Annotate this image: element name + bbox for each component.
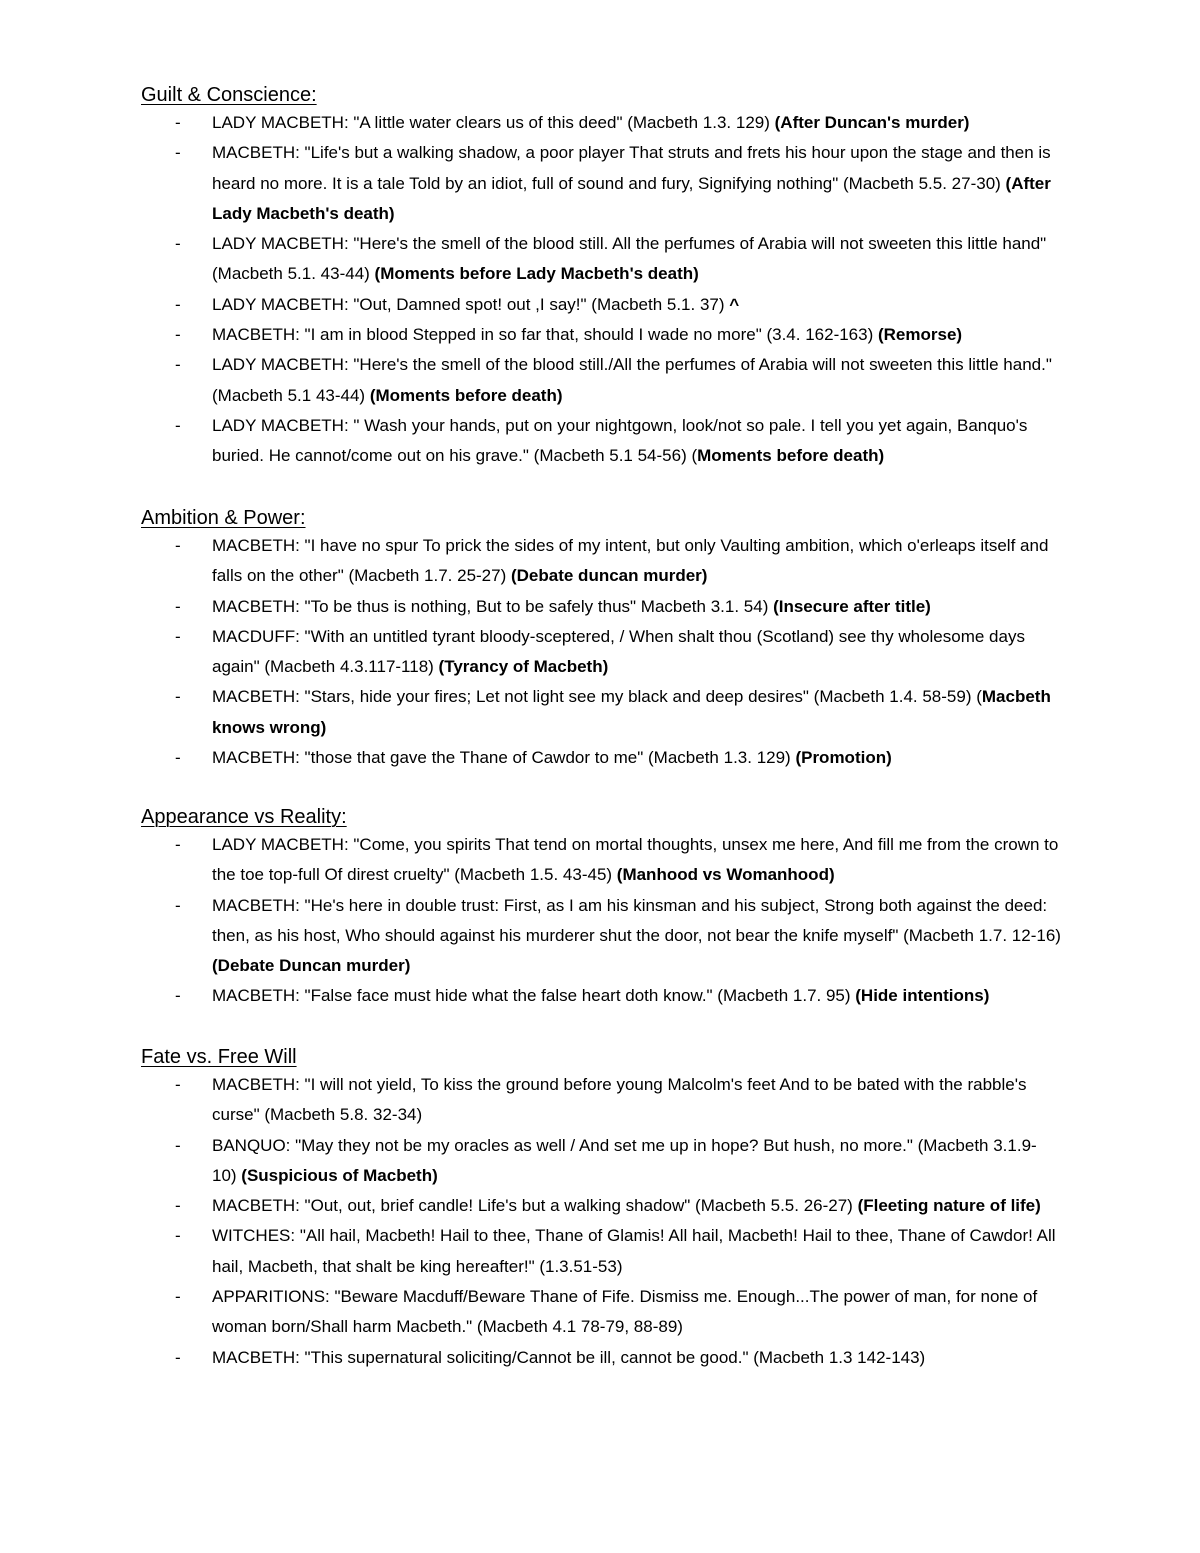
quote-note: (Debate Duncan murder) [212, 956, 411, 976]
quote-note: (Remorse) [877, 325, 963, 345]
dash-bullet: - [175, 1347, 181, 1367]
list-item [141, 411, 1061, 472]
quote-note: Macbeth knows wrong) [212, 687, 1051, 737]
quote-note: (Suspicious of Macbeth) [241, 1165, 438, 1185]
section-fate-free-will [141, 1044, 1061, 1373]
quote-text: MACBETH: "I have no spur To prick the sides of my intent, but only Vaulting ambition, which o'erleaps itself and falls on the other" (Macbeth 1.7. 25-27) [212, 536, 1049, 586]
dash-bullet: - [175, 626, 181, 646]
list-item [141, 1221, 1061, 1282]
list-item [141, 743, 1061, 773]
dash-bullet: - [175, 355, 181, 375]
quote-note: (After Duncan's murder) [774, 113, 970, 132]
list-item [141, 622, 1061, 683]
list-item [141, 1070, 1061, 1131]
dash-bullet: - [175, 1287, 181, 1307]
quote-list [141, 108, 1061, 472]
list-item [141, 290, 1061, 320]
dash-bullet: - [175, 113, 181, 132]
quote-note: (Tyrancy of Macbeth) [438, 657, 609, 677]
quote-note: (Insecure after title) [773, 596, 931, 616]
quote-text: MACBETH: "Out, out, brief candle! Life's but a walking shadow" (Macbeth 5.5. 26-27) [212, 1196, 858, 1216]
quote-text: MACBETH: "This supernatural soliciting/Cannot be ill, cannot be good." (Macbeth 1.3 142-143) [212, 1347, 926, 1367]
dash-bullet: - [175, 1135, 181, 1155]
quote-text: MACBETH: "Stars, hide your fires; Let not light see my black and deep desires" (Macbeth 1.4. 58-59) ( [212, 687, 982, 707]
list-item [141, 891, 1061, 982]
dash-bullet: - [175, 294, 181, 314]
section-ambition-power [141, 505, 1061, 773]
dash-bullet: - [175, 596, 181, 616]
dash-bullet: - [175, 1226, 181, 1246]
list-item [141, 1343, 1061, 1373]
section-title: Guilt & Conscience: [141, 84, 317, 106]
quote-note: (Hide intentions) [855, 986, 990, 1006]
list-item [141, 1282, 1061, 1343]
quote-note: (Moments before Lady Macbeth's death) [374, 264, 699, 284]
quote-text: LADY MACBETH: "Come, you spirits That tend on mortal thoughts, unsex me here, And fill me from the crown to the toe top-full Of direst cruelty" (Macbeth 1.5. 43-45) [212, 835, 1059, 885]
quote-list [141, 1070, 1061, 1373]
quote-text: LADY MACBETH: " Wash your hands, put on your nightgown, look/not so pale. I tell you yet again, Banquo's buried. He cannot/come out on his grave." (Macbeth 5.1 54-56) ( [212, 415, 1028, 466]
dash-bullet: - [175, 1075, 181, 1094]
quote-text: MACBETH: "He's here in double trust: First, as I am his kinsman and his subject, Strong both against the deed: then, as his host, Who should against his murderer shut the door, not bear the knife myself" (Macbeth 1.7. 12-16) [212, 895, 1061, 945]
dash-bullet: - [175, 748, 181, 768]
quote-text: MACBETH: "those that gave the Thane of Cawdor to me" (Macbeth 1.3. 129) [212, 748, 796, 768]
quote-text: LADY MACBETH: "Here's the smell of the blood still./All the perfumes of Arabia will not sweeten this little hand." (Macbeth 5.1 43-44) [212, 355, 1052, 405]
list-item [141, 108, 1061, 138]
section-title: Ambition & Power: [141, 507, 306, 529]
dash-bullet: - [175, 536, 181, 555]
quote-note: (Promotion) [795, 748, 892, 768]
section-appearance-reality [141, 804, 1061, 1012]
quote-text: BANQUO: "May they not be my oracles as well / And set me up in hope? But hush, no more." (Macbeth 3.1.9-10) [212, 1135, 1037, 1185]
list-item [141, 229, 1061, 290]
section-guilt-conscience [141, 82, 1061, 472]
section-title: Fate vs. Free Will [141, 1046, 297, 1068]
dash-bullet: - [175, 415, 181, 435]
list-item [141, 320, 1061, 350]
quote-note: Moments before death) [697, 446, 885, 466]
dash-bullet: - [175, 325, 181, 345]
dash-bullet: - [175, 234, 181, 254]
quote-text: MACBETH: "I will not yield, To kiss the ground before young Malcolm's feet And to be bated with the rabble's curse" (Macbeth 5.8. 32-34) [212, 1075, 1027, 1125]
list-item [141, 531, 1061, 592]
quote-list [141, 830, 1061, 1012]
list-item [141, 1131, 1061, 1192]
list-item [141, 981, 1061, 1011]
quote-note: (Manhood vs Womanhood) [616, 865, 835, 885]
list-item [141, 350, 1061, 411]
quote-note: (Debate duncan murder) [510, 566, 708, 586]
quote-text: MACBETH: "Life's but a walking shadow, a poor player That struts and frets his hour upon the stage and then is heard no more. It is a tale Told by an idiot, full of sound and fury, Signifying nothing" (Macbeth 5.5. 27-30) [212, 143, 1051, 193]
list-item [141, 592, 1061, 622]
dash-bullet: - [175, 835, 181, 854]
quote-text: LADY MACBETH: "Here's the smell of the blood still. All the perfumes of Arabia will not sweeten this little hand" (Macbeth 5.1. 43-44) [212, 234, 1047, 284]
quote-text: MACBETH: "I am in blood Stepped in so far that, should I wade no more" (3.4. 162-163) [212, 325, 878, 345]
list-item [141, 682, 1061, 743]
quote-note: (Moments before death) [369, 385, 563, 405]
dash-bullet: - [175, 687, 181, 707]
quote-note: (Fleeting nature of life) [857, 1196, 1041, 1216]
quote-text: WITCHES: "All hail, Macbeth! Hail to thee, Thane of Glamis! All hail, Macbeth! Hail to thee, Thane of Cawdor! All hail, Macbeth, that shalt be king hereafter!" (1.3.51-53) [212, 1226, 1056, 1276]
quote-note: ^ [729, 294, 740, 314]
quote-note: (After Lady Macbeth's death) [212, 173, 1051, 223]
section-title: Appearance vs Reality: [141, 806, 347, 828]
dash-bullet: - [175, 895, 181, 915]
list-item [141, 830, 1061, 891]
quote-text: MACBETH: "False face must hide what the false heart doth know." (Macbeth 1.7. 95) [212, 986, 856, 1006]
quote-text: APPARITIONS: "Beware Macduff/Beware Thane of Fife. Dismiss me. Enough...The power of man, for none of woman born/Shall harm Macbeth." (Macbeth 4.1 78-79, 88-89) [212, 1287, 1038, 1337]
list-item [141, 138, 1061, 229]
dash-bullet: - [175, 1196, 181, 1216]
dash-bullet: - [175, 986, 181, 1006]
list-item [141, 1191, 1061, 1221]
quote-text: LADY MACBETH: "Out, Damned spot! out ,I say!" (Macbeth 5.1. 37) [212, 294, 730, 314]
quote-list [141, 531, 1061, 773]
dash-bullet: - [175, 143, 181, 163]
quote-text: MACDUFF: "With an untitled tyrant bloody-sceptered, / When shalt thou (Scotland) see thy wholesome days again" (Macbeth 4.3.117-118) [212, 626, 1025, 677]
quote-text: MACBETH: "To be thus is nothing, But to be safely thus" Macbeth 3.1. 54) [212, 596, 774, 616]
quote-text: LADY MACBETH: "A little water clears us of this deed" (Macbeth 1.3. 129) [212, 113, 775, 132]
